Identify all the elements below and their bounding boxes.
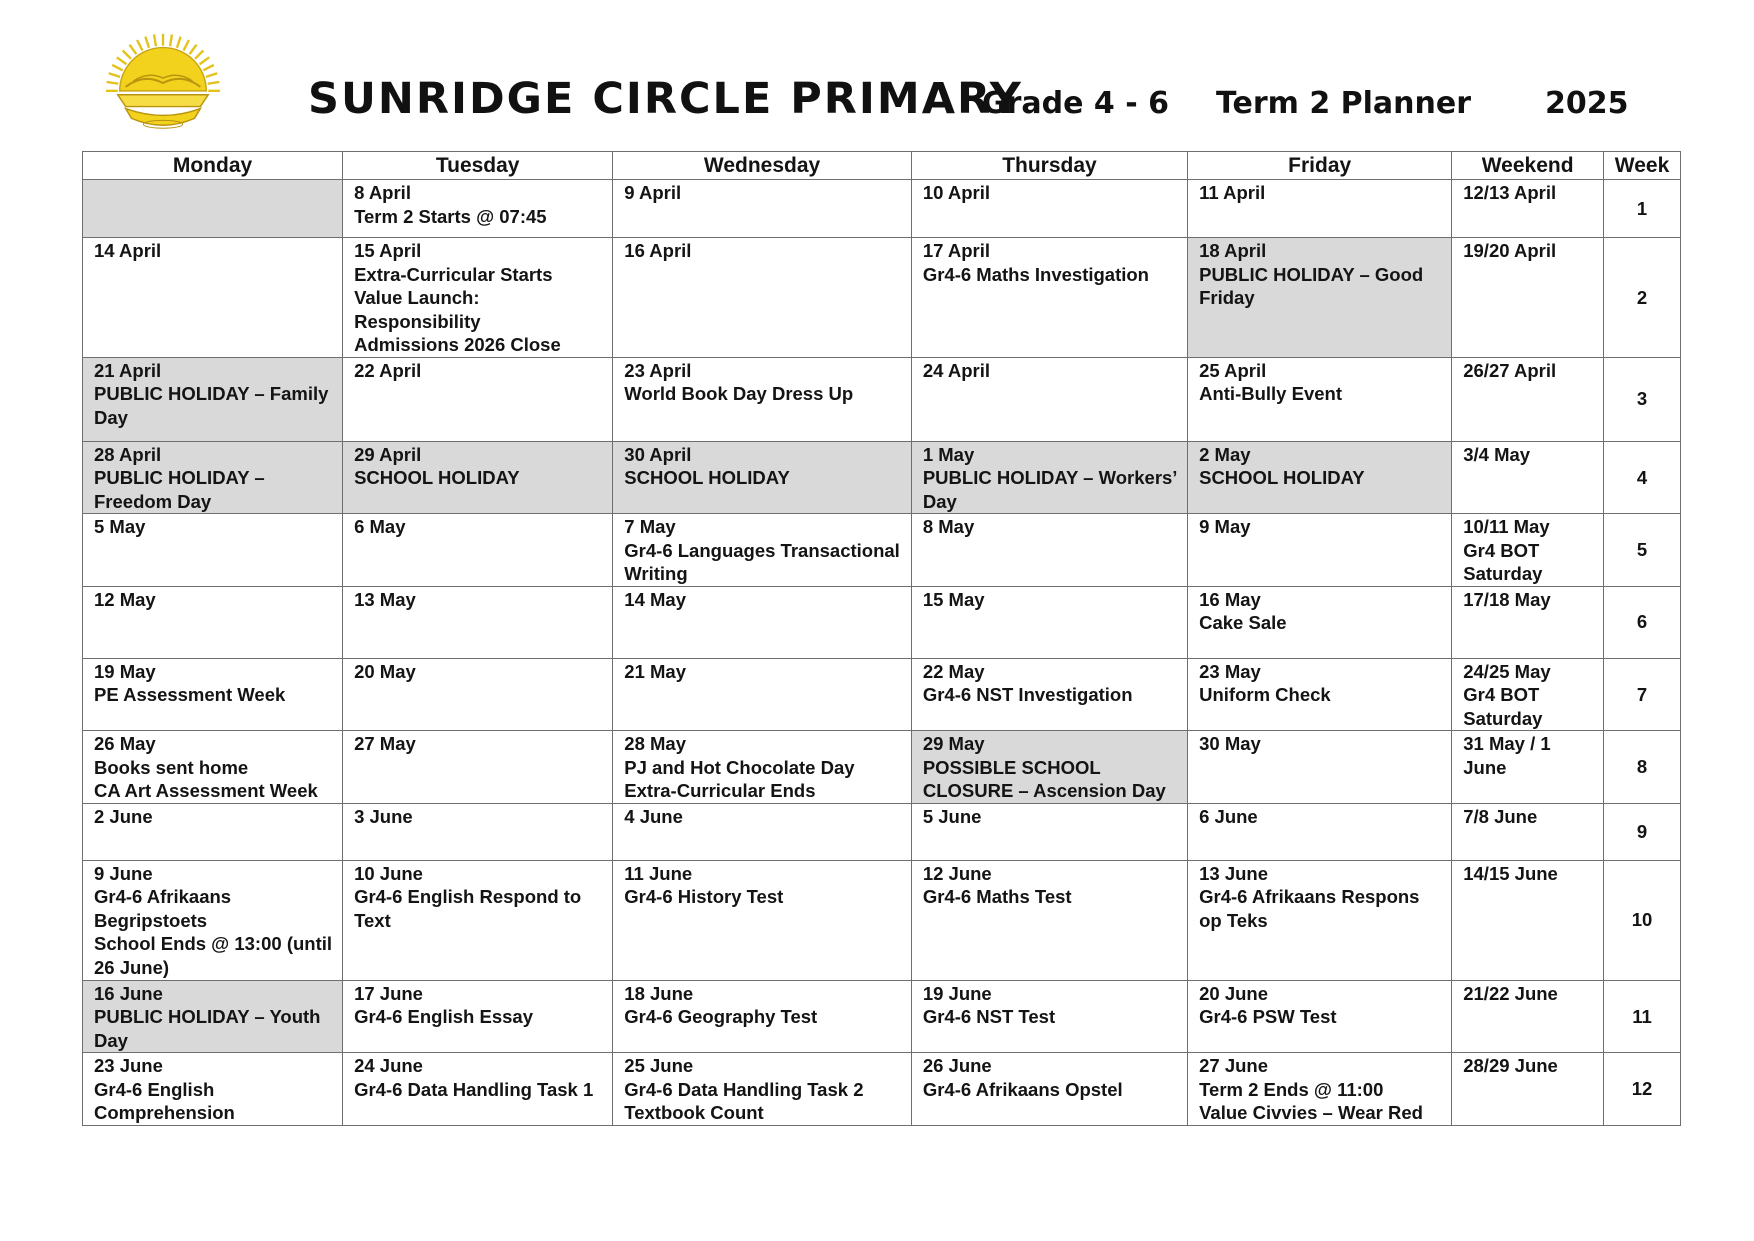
day-cell-weekend [1452,731,1604,804]
cell-date: 24/25 May [1463,660,1551,682]
sun-ray-icon [154,35,156,47]
day-cell-monday [83,586,343,658]
sun-ray-icon [208,82,220,84]
day-cell-wednesday [613,658,912,731]
cell-event: Gr4-6 Afrikaans Opstel [922,1078,1123,1100]
cell-date: 28/29 June [1463,1055,1558,1076]
cell-event: Gr4-6 Maths Investigation [922,263,1149,285]
cell-date: 31 May / 1 June [1463,733,1551,778]
header-tuesday: Tuesday [343,152,613,180]
cell-date: 6 June [1199,805,1258,827]
cell-date: 1 May [922,443,975,465]
day-cell-tuesday [343,860,613,980]
cell-event: POSSIBLE SCHOOL CLOSURE – Ascension Day [922,756,1166,801]
day-cell-thursday [911,357,1187,441]
cell-date: 14 May [624,588,686,610]
cell-date: 10 April [922,182,990,203]
day-cell-tuesday [343,658,613,731]
table-row [83,731,1681,804]
day-cell-wednesday [613,357,912,441]
cell-date: 16 April [624,240,692,261]
cell-date: 2 June [94,805,153,827]
cell-event: Gr4 BOT Saturday [1463,539,1543,584]
day-cell-monday [83,514,343,587]
day-cell-monday [83,180,343,238]
sun-ray-icon [195,51,203,59]
day-cell-thursday [911,180,1187,238]
planner-year: 2025 [1545,86,1629,121]
cell-event: PUBLIC HOLIDAY – Family Day [94,383,329,428]
day-cell-tuesday [343,1053,613,1126]
cell-date: 26 May [94,733,156,754]
day-cell-wednesday [613,731,912,804]
day-cell-weekend [1452,803,1604,860]
week-number: 6 [1604,586,1681,658]
day-cell-friday [1188,357,1452,441]
table-row [83,180,1681,238]
day-cell-wednesday [613,860,912,980]
cell-date: 6 May [354,516,406,537]
cell-date: 28 May [624,733,686,754]
day-cell-weekend [1452,514,1604,587]
cell-date: 20 May [354,660,416,682]
cell-event: SCHOOL HOLIDAY [624,467,790,488]
day-cell-monday [83,357,343,441]
cell-event: Gr4-6 Data Handling Task 2 [624,1078,864,1100]
cell-date: 13 May [354,588,416,610]
cell-date: 26/27 April [1463,359,1557,381]
day-cell-weekend [1452,658,1604,731]
sun-ray-icon [190,45,197,55]
day-cell-thursday [911,731,1187,804]
cell-event: Value Civvies – Wear Red [1199,1102,1423,1123]
day-cell-weekend [1452,1053,1604,1126]
cell-date: 21 April [94,359,162,381]
day-cell-monday [83,803,343,860]
day-cell-thursday [911,238,1187,358]
cell-date: 5 May [94,516,146,537]
cell-date: 3/4 May [1463,443,1531,465]
day-cell-wednesday [613,238,912,358]
cell-event: Term 2 Starts @ 07:45 [354,205,547,227]
day-cell-wednesday [613,803,912,860]
week-number: 8 [1604,731,1681,804]
sun-ray-icon [107,82,119,84]
header-week: Week [1604,152,1681,180]
cell-date: 9 May [1199,516,1251,537]
table-row [83,658,1681,731]
cell-date: 22 April [354,359,422,381]
sun-ray-icon [145,37,149,48]
cell-date: 2 May [1199,443,1251,465]
day-cell-friday [1188,586,1452,658]
cell-date: 7/8 June [1463,805,1538,827]
cell-date: 17/18 May [1463,588,1551,610]
cell-event: PUBLIC HOLIDAY – Youth Day [94,1006,321,1051]
cell-date: 27 May [354,733,416,754]
cell-event: Extra-Curricular Starts [354,263,553,285]
cell-date: 23 April [624,359,692,381]
cell-date: 15 April [354,240,422,261]
day-cell-monday [83,658,343,731]
cell-date: 19/20 April [1463,240,1557,261]
cell-date: 3 June [354,805,413,827]
cell-date: 15 May [922,588,985,610]
cell-event: Anti-Bully Event [1199,383,1342,404]
day-cell-tuesday [343,980,613,1053]
cell-event: PUBLIC HOLIDAY – Workers’ Day [922,467,1177,512]
table-row [83,980,1681,1053]
cell-date: 10/11 May [1463,516,1550,537]
day-cell-weekend [1452,441,1604,514]
cell-date: 17 April [922,240,990,261]
day-cell-friday [1188,803,1452,860]
day-cell-monday [83,441,343,514]
cell-event: Term 2 Ends @ 11:00 [1199,1078,1384,1100]
day-cell-weekend [1452,238,1604,358]
cell-date: 23 June [94,1055,163,1076]
table-row [83,586,1681,658]
table-row [83,803,1681,860]
cell-date: 22 May [922,660,985,682]
day-cell-friday [1188,658,1452,731]
planner-title: Term 2 Planner [1216,86,1472,121]
cell-date: 30 May [1199,733,1261,754]
day-cell-tuesday [343,238,613,358]
day-cell-tuesday [343,803,613,860]
day-cell-friday [1188,980,1452,1053]
day-cell-weekend [1452,180,1604,238]
week-number: 12 [1604,1053,1681,1126]
cell-date: 13 June [1199,862,1269,884]
sun-ray-icon [112,65,123,70]
cell-event: Cake Sale [1199,612,1287,633]
cell-event: PJ and Hot Chocolate Day [624,756,855,778]
grade-range: Grade 4 - 6 [982,86,1170,121]
day-cell-monday [83,1053,343,1126]
day-cell-tuesday [343,586,613,658]
sun-ray-icon [184,40,189,51]
day-cell-monday [83,238,343,358]
cell-event: Gr4-6 PSW Test [1199,1006,1337,1027]
cell-date: 29 April [354,443,422,465]
cell-event: PUBLIC HOLIDAY – Freedom Day [94,467,265,512]
cell-event: Gr4 BOT Saturday [1463,684,1543,729]
day-cell-wednesday [613,980,912,1053]
cell-date: 7 May [624,516,676,537]
cell-date: 9 June [94,862,153,884]
cell-date: 29 May [922,733,985,754]
table-row [83,514,1681,587]
cell-date: 11 June [624,862,693,884]
cell-date: 20 June [1199,982,1269,1004]
day-cell-weekend [1452,980,1604,1053]
cell-event: Gr4-6 NST Investigation [922,684,1133,705]
day-cell-friday [1188,514,1452,587]
cell-date: 16 June [94,982,163,1004]
day-cell-wednesday [613,514,912,587]
cell-date: 26 June [922,1055,992,1076]
cell-event: SCHOOL HOLIDAY [1199,467,1365,488]
cell-event: Extra-Curricular Ends [624,780,816,801]
day-cell-thursday [911,803,1187,860]
week-number: 3 [1604,357,1681,441]
header-monday: Monday [83,152,343,180]
day-cell-thursday [911,586,1187,658]
cell-date: 24 April [922,359,990,381]
day-cell-tuesday [343,731,613,804]
cell-date: 8 April [354,182,411,203]
sun-ray-icon [200,57,210,64]
day-cell-thursday [911,514,1187,587]
cell-event: Gr4-6 Maths Test [922,886,1072,907]
day-cell-monday [83,731,343,804]
cell-date: 12 May [94,588,156,610]
term-planner-table [82,151,1681,1126]
day-cell-tuesday [343,180,613,238]
sun-ray-icon [137,40,142,51]
day-cell-thursday [911,980,1187,1053]
day-cell-wednesday [613,180,912,238]
cell-event: World Book Day Dress Up [624,383,854,404]
header-friday: Friday [1188,152,1452,180]
week-number: 9 [1604,803,1681,860]
sun-ray-icon [170,35,172,47]
sun-ray-icon [109,73,120,77]
day-cell-tuesday [343,441,613,514]
cell-date: 28 April [94,443,162,465]
cell-event: Gr4-6 Data Handling Task 1 [354,1078,594,1100]
day-cell-thursday [911,1053,1187,1126]
day-cell-wednesday [613,586,912,658]
day-cell-weekend [1452,586,1604,658]
day-cell-friday [1188,860,1452,980]
day-cell-friday [1188,1053,1452,1126]
day-cell-wednesday [613,441,912,514]
table-row [83,1053,1681,1126]
cell-date: 14 April [94,240,162,261]
header-thursday: Thursday [911,152,1187,180]
sun-ray-icon [203,65,214,70]
cell-event: SCHOOL HOLIDAY [354,467,520,488]
cell-event: Textbook Count [624,1102,764,1123]
table-row [83,357,1681,441]
cell-event: Gr4-6 Languages Transactional Writing [624,539,900,584]
day-cell-tuesday [343,357,613,441]
cell-event: Gr4-6 English Respond to Text [354,886,582,931]
week-number: 7 [1604,658,1681,731]
cell-event: Gr4-6 Afrikaans Begripstoets [94,886,232,931]
cell-date: 4 June [624,805,683,827]
day-cell-friday [1188,441,1452,514]
cell-date: 25 April [1199,359,1267,381]
cell-date: 14/15 June [1463,862,1558,884]
cell-date: 16 May [1199,588,1261,610]
cell-date: 25 June [624,1055,694,1076]
cell-event: Admissions 2026 Close [354,334,561,355]
week-number: 5 [1604,514,1681,587]
day-cell-weekend [1452,860,1604,980]
cell-date: 30 April [624,443,692,465]
cell-date: 9 April [624,182,682,203]
cell-event: CA Art Assessment Week [94,780,318,801]
table-row [83,441,1681,514]
cell-event: Books sent home [94,756,249,778]
cell-date: 18 April [1199,240,1267,261]
cell-event: Gr4-6 NST Test [922,1006,1056,1027]
day-cell-thursday [911,860,1187,980]
sun-crest-logo-icon [104,22,222,140]
day-cell-friday [1188,731,1452,804]
cell-event: Gr4-6 English Essay [354,1006,533,1027]
cell-date: 17 June [354,982,423,1004]
sun-ray-icon [117,57,127,64]
day-cell-weekend [1452,357,1604,441]
cell-event: Gr4-6 English Comprehension [94,1078,235,1123]
cell-event: Value Launch: Responsibility [354,287,481,332]
cell-date: 12/13 April [1463,182,1557,203]
day-cell-thursday [911,658,1187,731]
week-number: 1 [1604,180,1681,238]
day-cell-thursday [911,441,1187,514]
sun-ray-icon [206,73,217,77]
day-cell-wednesday [613,1053,912,1126]
cell-event: PE Assessment Week [94,684,286,705]
cell-date: 5 June [922,805,982,827]
week-number: 11 [1604,980,1681,1053]
cell-event: Uniform Check [1199,684,1331,705]
cell-event: Gr4-6 History Test [624,886,784,907]
day-cell-monday [83,860,343,980]
header-weekend: Weekend [1452,152,1604,180]
cell-event: Gr4-6 Geography Test [624,1006,818,1027]
sun-ray-icon [129,45,136,55]
sun-ray-icon [123,51,131,59]
table-header-row [83,152,1681,180]
week-number: 10 [1604,860,1681,980]
day-cell-friday [1188,180,1452,238]
cell-date: 18 June [624,982,694,1004]
cell-date: 21 May [624,660,686,682]
day-cell-monday [83,980,343,1053]
day-cell-tuesday [343,514,613,587]
table-row [83,238,1681,358]
cell-event: School Ends @ 13:00 (until 26 June) [94,933,333,978]
cell-date: 24 June [354,1055,423,1076]
table-row [83,860,1681,980]
cell-date: 19 May [94,660,156,682]
cell-event: PUBLIC HOLIDAY – Good Friday [1199,263,1424,308]
header-wednesday: Wednesday [613,152,912,180]
cell-date: 19 June [922,982,992,1004]
cell-date: 27 June [1199,1055,1269,1076]
school-name: SUNRIDGE CIRCLE PRIMARY [308,74,1023,124]
cell-date: 8 May [922,516,975,537]
cell-date: 12 June [922,862,992,884]
cell-date: 23 May [1199,660,1261,682]
cell-event: Gr4-6 Afrikaans Respons op Teks [1199,886,1420,931]
sun-ray-icon [177,37,181,48]
cell-date: 21/22 June [1463,982,1558,1004]
week-number: 2 [1604,238,1681,358]
week-number: 4 [1604,441,1681,514]
cell-date: 10 June [354,862,423,884]
day-cell-friday [1188,238,1452,358]
cell-date: 11 April [1199,182,1266,203]
